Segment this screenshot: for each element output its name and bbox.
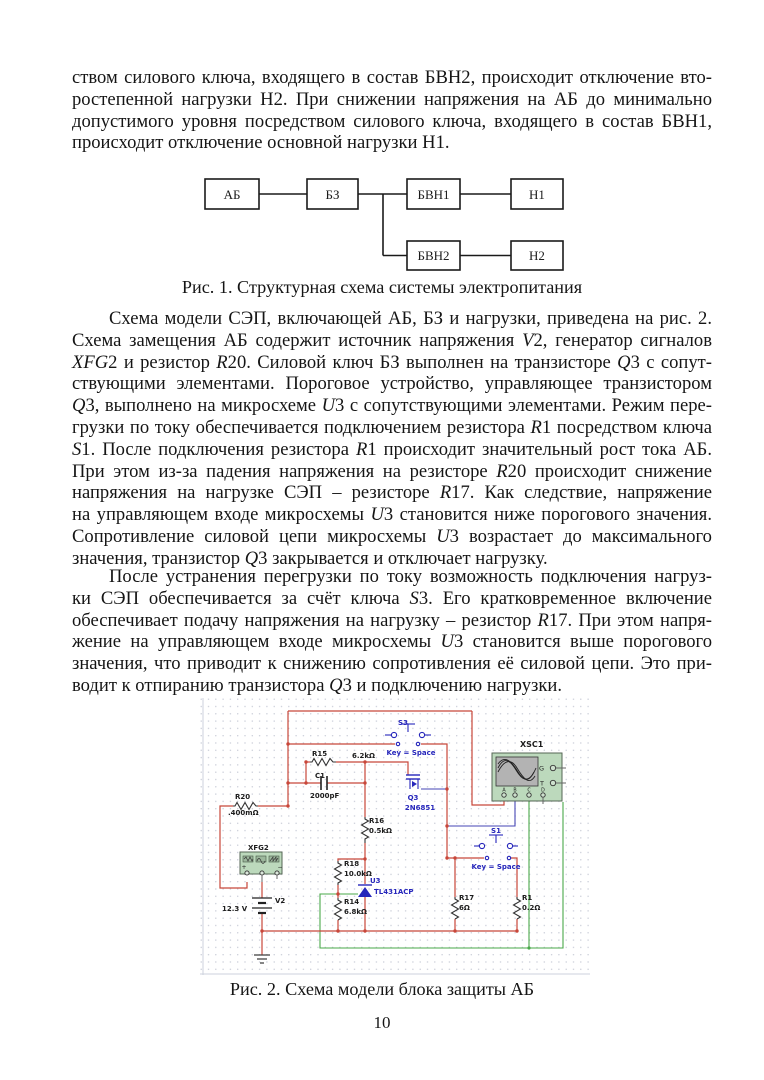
figure1-diagram (178, 175, 608, 281)
scope-terminal-g-label: G (538, 764, 544, 773)
scope-terminal-d-label: D (541, 788, 545, 794)
text-line: После устранения перегрузки по току возможность подключения нагруз- (109, 566, 712, 587)
q3-value-label: 2N6851 (404, 804, 436, 812)
xfg2-plus-terminal-label: + (241, 864, 247, 871)
r14-ref-label: R14 (344, 898, 360, 906)
xfg2-minus-terminal-label: − (277, 864, 283, 871)
text-line: водит к отпиранию транзистора Q3 и подключению нагрузки. (72, 674, 562, 696)
figure2-caption: Рис. 2. Схема модели блока защиты АБ (229, 979, 535, 999)
r1-ref-label: R1 (522, 894, 533, 902)
u3-ref-label: U3 (370, 877, 381, 885)
paragraph-1 (72, 67, 712, 154)
r15-value-label: 6.2kΩ (352, 752, 376, 760)
block-bvn1-label: БВН1 (417, 187, 450, 202)
text-line: S1. После подключения резистора R1 происходит значительный рост тока АБ. (72, 438, 712, 460)
block-bz-label: БЗ (325, 187, 340, 202)
xfg2-ref-label: XFG2 (248, 844, 269, 852)
c1-ref-label: C1 (315, 772, 326, 780)
r17-ref-label: R17 (459, 894, 475, 902)
s1-ref-label: S1 (491, 827, 501, 835)
text-line: жение на управляющем входе микросхемы U3 становится выше порогового (72, 631, 712, 653)
text-line: допустимого уровня посредством силового ключа, входящего в состав БВН1, (72, 110, 712, 132)
xsc1-ref-label: XSC1 (520, 740, 544, 749)
text-line: грузки по току обеспечивается подключением резистора R1 посредством ключа (72, 416, 712, 438)
text-line: ствующими элементами. Пороговое устройство, управляющее транзистором (72, 373, 712, 395)
v2-ref-label: V2 (275, 897, 286, 905)
green-junction (527, 946, 530, 949)
scope-terminal-c-label: C (527, 788, 531, 794)
c1-value-label: 2000pF (310, 792, 340, 800)
q3-ref-label: Q3 (407, 794, 419, 802)
r18-value-label: 10.0kΩ (344, 870, 372, 878)
scope-terminal-a-label: A (502, 788, 506, 794)
paragraph-3 (72, 566, 712, 697)
block-ab-label: АБ (223, 187, 241, 202)
text-line: значения, что приводит к снижению сопротивления её силовой цепи. Это при- (72, 653, 712, 675)
text-line: ки СЭП обеспечивается за счёт ключа S3. Его кратковременное включение (72, 587, 712, 609)
scope-terminal-t-label: T (540, 779, 544, 788)
text-line: XFG2 и резистор R20. Силовой ключ БЗ выполнен на транзисторе Q3 с сопут- (72, 351, 712, 373)
block-n1-label: Н1 (529, 187, 545, 202)
v2-value-label: 12.3 V (222, 905, 248, 913)
r1-value-label: 0.2Ω (522, 904, 541, 912)
r16-ref-label: R16 (369, 817, 385, 825)
s1-key-label: Key = Space (471, 863, 521, 871)
block-bvn2-label: БВН2 (417, 248, 450, 263)
text-line: ством силового ключа, входящего в состав БВН2, происходит отключение вто- (72, 67, 712, 88)
figure1-connectors (205, 179, 563, 270)
r17-value-label: 6Ω (459, 904, 470, 912)
r18-ref-label: R18 (344, 860, 360, 868)
block-n2-label: Н2 (529, 248, 545, 263)
scope-terminal-b-label: B (513, 788, 517, 794)
s3-key-label: Key = Space (386, 749, 436, 757)
text-line: Схема замещения АБ содержит источник напряжения V2, генератор сигналов (72, 329, 712, 351)
r14-value-label: 6.8kΩ (344, 908, 368, 916)
s3-ref-label: S3 (398, 719, 408, 727)
text-line: значения, транзистор Q3 закрывается и отключает нагрузку. (72, 547, 548, 569)
text-line: происходит отключение основной нагрузки Н1. (72, 132, 450, 154)
figure1-caption: Рис. 1. Структурная схема системы электропитания (181, 277, 583, 297)
figure2-schematic (200, 698, 590, 975)
text-line: обеспечивает подачу напряжения на нагрузку – резистор R17. При этом напря- (72, 609, 712, 631)
r20-value-label: .400mΩ (228, 809, 259, 817)
oscilloscope-xsc1 (492, 753, 566, 804)
r20-ref-label: R20 (235, 793, 251, 801)
paragraph-2 (72, 308, 712, 570)
u3-value-label: TL431ACP (374, 888, 414, 896)
text-line: Сопротивление силовой цепи микросхемы U3 возрастает до максимального (72, 525, 712, 547)
r16-value-label: 0.5kΩ (369, 827, 393, 835)
text-line: При этом из-за падения напряжения на резисторе R20 происходит снижение (72, 460, 712, 482)
text-line: Схема модели СЭП, включающей АБ, БЗ и нагрузки, приведена на рис. 2. (109, 308, 712, 329)
text-line: ростепенной нагрузки Н2. При снижении напряжения на АБ до минимально (72, 88, 712, 110)
text-line: напряжения на нагрузке СЭП – резисторе R17. Как следствие, напряжение (72, 482, 712, 504)
text-line: Q3, выполнено на микросхеме U3 с сопутствующими элементами. Режим пере- (72, 395, 712, 417)
text-line: на управляющем входе микросхемы U3 становится ниже порогового значения. (72, 504, 712, 526)
r15-ref-label: R15 (312, 750, 328, 758)
page-number: 10 (373, 1013, 391, 1032)
